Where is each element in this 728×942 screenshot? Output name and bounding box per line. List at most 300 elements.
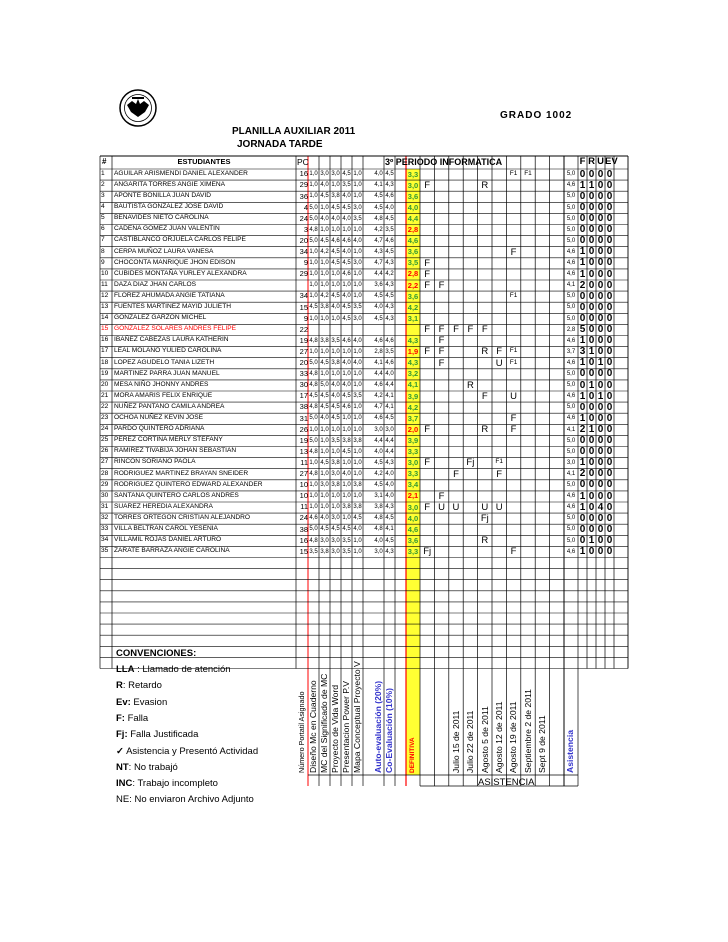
- attendance-count: 0: [579, 401, 586, 413]
- attendance-count: 0: [588, 335, 595, 347]
- attendance-score: 5,0: [566, 448, 576, 455]
- attendance-score: 5,0: [566, 193, 576, 200]
- attendance-score: 5,0: [566, 293, 576, 300]
- attendance-count: 0: [588, 546, 595, 557]
- attendance-mark: R: [481, 535, 489, 547]
- row-number: 10: [101, 269, 109, 277]
- attendance-score: 4,6: [566, 504, 576, 511]
- student-name: LOPEZ AGUDELO TANIA LIZETH: [114, 358, 215, 366]
- definitive-grade: 2,8: [407, 269, 419, 279]
- col-students-header: ESTUDIANTES: [177, 157, 231, 166]
- grade-value: 1,0: [331, 282, 340, 289]
- attendance-count: 0: [597, 368, 604, 380]
- grade-value: 4,5: [309, 393, 318, 400]
- attendance-mark: F: [510, 246, 517, 258]
- attendance-count: 0: [579, 446, 586, 458]
- grade-value: 3,0: [320, 171, 329, 178]
- attendance-count: 2: [579, 468, 586, 480]
- convention-item: [116, 794, 254, 805]
- grade-value: 4,0: [342, 470, 351, 477]
- pc-number: 10: [299, 491, 308, 501]
- attendance-mark: F: [424, 457, 431, 469]
- attendance-count: 0: [579, 479, 586, 491]
- date-vertical-header: Septiembre 2 de 2011: [522, 689, 533, 773]
- student-name: CHOCONTA MANRIQUE JHON EDISON: [114, 258, 236, 266]
- grade-value: 4,0: [320, 515, 329, 522]
- row-number: 1: [101, 169, 105, 177]
- grade-value: 1,0: [320, 271, 329, 278]
- attendance-count: 0: [597, 457, 604, 469]
- student-name: LEAL MOLANO YULIED CAROLINA: [114, 347, 222, 355]
- pc-number: 16: [299, 169, 308, 179]
- definitive-grade: 3,5: [407, 258, 419, 268]
- attendance-score: 5,0: [566, 371, 576, 377]
- attendance-count: 0: [597, 201, 604, 213]
- grade-value: 4,5: [342, 393, 351, 400]
- attendance-count: 0: [606, 446, 613, 458]
- definitive-grade: 3,6: [407, 191, 419, 201]
- definitive-grade: 3,6: [407, 535, 419, 545]
- attendance-score: 5,0: [566, 204, 576, 211]
- grade-value: 1,0: [320, 371, 329, 377]
- attendance-count: 1: [588, 379, 595, 391]
- attendance-count: 0: [579, 190, 586, 202]
- attendance-mark: F: [467, 324, 474, 336]
- attendance-count: 0: [588, 279, 595, 291]
- attendance-score: 4,6: [566, 260, 576, 266]
- attendance-count: 0: [588, 357, 595, 369]
- grade-value: 1,0: [353, 282, 362, 289]
- auto-eval: 4,5: [374, 293, 383, 300]
- attendance-count: 0: [606, 346, 613, 358]
- convention-code: R: [116, 680, 123, 692]
- co-eval: 4,0: [385, 371, 394, 377]
- definitive-grade: 3,0: [407, 180, 419, 190]
- grade-value: 1,0: [331, 226, 340, 233]
- student-name: FLOREZ AHUMADA ANGIE TATIANA: [114, 291, 225, 299]
- attendance-score: 4,1: [566, 282, 576, 289]
- attendance-mark: F1: [509, 291, 518, 299]
- attendance-mark: F: [510, 546, 517, 558]
- attendance-count: 0: [597, 346, 604, 358]
- pc-number: 3: [303, 224, 308, 234]
- grade-value: 4,0: [320, 415, 329, 422]
- row-number: 16: [101, 336, 109, 344]
- attendance-count: 0: [588, 224, 595, 236]
- co-eval: 4,3: [385, 459, 394, 466]
- attendance-score: 4,6: [566, 415, 576, 422]
- attendance-score: 4,1: [566, 426, 576, 433]
- row-number: 6: [101, 225, 105, 233]
- attendance-count: 0: [588, 490, 595, 502]
- grade-value: 4,0: [353, 359, 362, 366]
- attendance-count: 4: [597, 501, 604, 513]
- attendance-count: 0: [588, 501, 595, 513]
- row-number: 35: [101, 547, 109, 555]
- date-vertical-header: Julio 15 de 2011: [450, 710, 461, 773]
- attendance-score: 2,8: [566, 326, 576, 333]
- attendance-count: 5: [579, 324, 586, 335]
- row-number: 18: [101, 358, 109, 366]
- co-eval: 4,3: [385, 282, 394, 289]
- attendance-score: 4,6: [566, 271, 576, 278]
- grade-value: 4,0: [353, 237, 362, 244]
- co-eval: 4,4: [385, 437, 394, 444]
- attendance-count: 0: [588, 213, 595, 224]
- pc-number: 36: [299, 191, 308, 201]
- convention-text: Evasion: [130, 696, 168, 708]
- grade-vertical-header: Diseño Mc en Cuaderno: [308, 680, 318, 773]
- grade-vertical-header: Mapa Conceptual Proyecto V: [352, 661, 362, 773]
- attendance-count: 0: [588, 324, 595, 335]
- auto-eval-vertical-header: Auto-evaluación (20%): [373, 680, 383, 773]
- co-eval: 4,6: [385, 193, 394, 200]
- attendance-count: 0: [588, 390, 595, 402]
- grade-value: 1,0: [309, 282, 318, 289]
- attendance-mark: F: [438, 490, 445, 502]
- definitive-grade: 3,3: [407, 546, 419, 556]
- attendance-mark: F: [453, 324, 459, 336]
- grade-value: 3,5: [331, 437, 340, 444]
- attendance-mark: F: [510, 424, 517, 436]
- grade-value: 1,0: [309, 248, 318, 255]
- definitive-grade: 3,7: [407, 413, 419, 423]
- attendance-mark: F1: [524, 169, 532, 177]
- attendance-count: 0: [579, 168, 586, 180]
- attendance-count: 1: [579, 179, 586, 191]
- convention-code: F:: [116, 712, 125, 724]
- attendance-score: 5,0: [566, 215, 576, 222]
- pc-number: 31: [299, 413, 308, 423]
- attendance-count: 0: [579, 312, 586, 324]
- date-vertical-header: Agosto 12 de 2011: [494, 701, 504, 773]
- row-number: 27: [101, 458, 109, 466]
- student-name: SANTANA QUINTERO CARLOS ANDRES: [114, 491, 239, 499]
- grade-value: 5,0: [309, 237, 318, 244]
- grade-value: 4,6: [342, 404, 351, 411]
- pc-number: 15: [299, 546, 308, 556]
- attendance-count: 0: [606, 423, 613, 435]
- grade-value: 1,0: [309, 504, 318, 511]
- attendance-count: 1: [588, 346, 595, 358]
- auto-eval: 4,5: [374, 482, 383, 488]
- grade-value: 1,0: [309, 293, 318, 300]
- grade-value: 4,5: [342, 171, 351, 178]
- co-eval-vertical-header: Co-Evaluación (10%): [384, 687, 394, 773]
- attendance-count: 0: [597, 257, 604, 269]
- student-name: VILLAMIL ROJAS DANIEL ARTURO: [114, 536, 222, 544]
- attendance-count: 0: [597, 246, 604, 258]
- row-number: 29: [101, 480, 109, 488]
- grade-value: 1,0: [353, 470, 362, 477]
- grade-value: 1,0: [331, 504, 340, 511]
- grade-value: 1,0: [320, 204, 329, 211]
- grade-value: 1,0: [353, 226, 362, 233]
- grade-value: 3,5: [309, 548, 318, 555]
- co-eval: 4,0: [385, 482, 394, 488]
- student-name: RODRIGUEZ QUINTERO EDWARD ALEXANDER: [114, 480, 263, 488]
- grade-value: 1,0: [342, 226, 351, 233]
- definitive-grade: 1,9: [407, 347, 419, 357]
- row-number: 32: [101, 513, 109, 521]
- convention-item: [116, 729, 198, 740]
- grade-value: 5,0: [309, 359, 318, 366]
- pc-number: 11: [300, 502, 308, 512]
- grade-value: 1,0: [309, 182, 318, 189]
- pc-number: 9: [303, 313, 308, 323]
- grade-value: 4,0: [331, 304, 340, 311]
- grade-value: 4,0: [342, 293, 351, 300]
- attendance-score: 4,6: [566, 182, 576, 189]
- definitive-grade: 3,3: [407, 169, 419, 179]
- co-eval: 4,1: [385, 404, 394, 411]
- attendance-count: 0: [588, 190, 595, 202]
- attendance-count: 0: [579, 201, 586, 213]
- definitive-grade: 2,0: [407, 424, 419, 434]
- grade-value: 4,8: [309, 537, 318, 544]
- attendance-mark: F1: [495, 458, 503, 466]
- grade-title: GRADO 1002: [500, 110, 573, 121]
- grade-value: 3,8: [320, 548, 329, 555]
- attendance-count: 1: [579, 490, 586, 502]
- jornada-title: JORNADA TARDE: [237, 139, 323, 150]
- attendance-count: 0: [588, 435, 595, 446]
- grade-value: 4,6: [342, 337, 351, 344]
- attendance-mark: U: [495, 357, 503, 369]
- grade-value: 4,0: [331, 393, 340, 400]
- auto-eval: 4,8: [374, 215, 383, 222]
- definitive-grade: 4,0: [407, 513, 419, 523]
- grade-value: 3,8: [331, 459, 340, 466]
- pc-number: 19: [299, 335, 308, 345]
- attendance-count: 0: [597, 235, 604, 247]
- student-name: APONTE BONILLA JUAN DAVID: [114, 192, 211, 199]
- row-number: 8: [101, 247, 105, 255]
- grade-value: 4,5: [331, 526, 340, 533]
- grade-value: 3,5: [342, 537, 351, 544]
- attendance-count: 0: [606, 324, 613, 335]
- student-name: MARTINEZ PARRA JUAN MANUEL: [114, 369, 220, 377]
- convention-item: [116, 664, 231, 675]
- attendance-count: 0: [597, 423, 604, 435]
- definitive-grade: 4,0: [407, 202, 419, 212]
- attendance-score: 5,0: [566, 237, 576, 244]
- grade-value: 4,2: [320, 248, 329, 255]
- attendance-score: 4,1: [566, 470, 576, 477]
- student-name: PEREZ CORTINA MERLY STEFANY: [114, 436, 223, 444]
- attendance-count: 1: [588, 179, 595, 191]
- attendance-count: 0: [597, 379, 604, 391]
- student-name: ZARATE BARRAZA ANGIE CAROLINA: [114, 547, 230, 555]
- grade-value: 4,0: [353, 337, 362, 344]
- attendance-mark: F: [510, 413, 517, 424]
- attendance-mark: U: [481, 501, 489, 513]
- convention-code: INC: [116, 778, 133, 790]
- grade-value: 3,0: [353, 204, 362, 211]
- grade-value: 4,5: [331, 404, 340, 411]
- grade-value: 3,8: [353, 437, 362, 444]
- attendance-count: 0: [579, 368, 586, 380]
- student-name: MESA NIÑO JHONNY ANDRES: [114, 380, 209, 388]
- attendance-count: 0: [579, 301, 586, 313]
- grade-value: 1,0: [320, 315, 329, 322]
- auto-eval: 4,4: [374, 271, 383, 278]
- convention-text: NE: No enviaron Archivo Adjunto: [116, 794, 254, 806]
- grade-value: 1,0: [320, 282, 329, 289]
- grade-value: 4,5: [320, 359, 329, 366]
- pc-number: 11: [300, 457, 308, 467]
- grade-value: 3,5: [353, 215, 362, 222]
- grade-value: 4,6: [342, 237, 351, 244]
- row-number: 4: [101, 203, 105, 211]
- pc-number: 15: [299, 302, 308, 312]
- row-number: 21: [101, 391, 109, 399]
- attendance-score: 5,0: [566, 315, 576, 322]
- grade-value: 4,5: [342, 260, 351, 266]
- auto-eval: 4,5: [374, 193, 383, 200]
- attendance-score: 4,6: [566, 548, 576, 555]
- attendance-count: 0: [588, 246, 595, 258]
- attendance-count: 0: [606, 301, 613, 313]
- grade-value: 1,0: [342, 459, 351, 466]
- attendance-count: 0: [597, 290, 604, 302]
- row-number: 23: [101, 414, 109, 421]
- attendance-count: 0: [588, 512, 595, 524]
- grade-value: 4,5: [342, 315, 351, 322]
- attendance-count: 0: [597, 224, 604, 236]
- attendance-count: 0: [597, 446, 604, 458]
- co-eval: 4,4: [385, 382, 394, 389]
- definitive-grade: 3,0: [407, 502, 419, 512]
- attendance-count: 0: [606, 268, 613, 280]
- attendance-count: 0: [606, 257, 613, 269]
- attendance-score: 4,6: [566, 337, 576, 344]
- co-eval: 4,0: [385, 204, 394, 211]
- row-number: 9: [101, 258, 105, 266]
- attendance-mark: U: [452, 501, 460, 513]
- student-name: AGUILAR ARISMENDI DANIEL ALEXANDER: [114, 169, 248, 177]
- grade-value: 1,0: [320, 348, 329, 355]
- attendance-count: 0: [606, 368, 613, 380]
- convention-item: [116, 697, 167, 708]
- co-eval: 4,4: [385, 448, 394, 455]
- attendance-count: 1: [579, 501, 586, 513]
- student-name: OCHOA NUÑEZ KEVIN JOSE: [114, 414, 204, 421]
- grade-value: 1,0: [353, 371, 362, 377]
- grade-value: 4,8: [309, 382, 318, 389]
- attendance-count: 0: [597, 279, 604, 291]
- definitive-grade: 3,6: [407, 247, 419, 257]
- grade-value: 4,8: [309, 470, 318, 477]
- grade-value: 1,0: [353, 459, 362, 466]
- student-name: RODRIGUEZ MARTINEZ BRAYAN SNEIDER: [114, 469, 249, 477]
- grade-value: 3,0: [331, 537, 340, 544]
- attendance-count: 0: [579, 213, 586, 224]
- grade-value: 4,5: [353, 515, 362, 522]
- grade-value: 4,8: [309, 404, 318, 411]
- auto-eval: 4,8: [374, 515, 383, 522]
- attendance-count: 0: [606, 312, 613, 324]
- attendance-count: 3: [579, 346, 586, 358]
- grade-value: 1,0: [331, 182, 340, 189]
- grade-value: 4,5: [320, 404, 329, 411]
- grade-value: 3,5: [342, 182, 351, 189]
- row-number: 12: [101, 291, 109, 299]
- auto-eval: 4,5: [374, 315, 383, 322]
- attendance-count: 1: [579, 390, 586, 402]
- definitive-grade: 4,1: [407, 380, 419, 390]
- grade-value: 5,0: [309, 437, 318, 444]
- attendance-count: 0: [606, 290, 613, 302]
- definitive-grade: 4,3: [407, 336, 419, 345]
- auto-eval: 4,1: [374, 182, 383, 189]
- convention-item: [116, 746, 258, 757]
- attendance-mark: F: [424, 179, 431, 191]
- grade-value: 5,0: [309, 415, 318, 422]
- pc-number: 9: [303, 258, 308, 268]
- attendance-count: 1: [579, 457, 586, 469]
- row-number: 11: [101, 280, 108, 288]
- grade-value: 1,0: [353, 193, 362, 200]
- convention-item: [116, 762, 178, 773]
- auto-eval: 4,5: [374, 459, 383, 466]
- pc-number: 24: [299, 213, 308, 223]
- definitive-grade: 3,3: [407, 447, 419, 456]
- grade-value: 3,5: [331, 337, 340, 344]
- grade-value: 1,0: [342, 493, 351, 500]
- grade-value: 4,5: [320, 193, 329, 200]
- pc-number: 34: [299, 291, 308, 301]
- grade-value: 1,0: [331, 426, 340, 433]
- attendance-count: 0: [579, 523, 586, 535]
- definitive-grade: 3,2: [407, 369, 419, 379]
- grade-value: 3,0: [320, 482, 329, 488]
- convention-item: [116, 778, 218, 789]
- grade-value: 3,5: [342, 548, 351, 555]
- convention-text: Falla: [124, 712, 149, 724]
- pc-number: 29: [299, 269, 308, 279]
- grade-value: 1,0: [320, 493, 329, 500]
- attendance-count: 0: [597, 179, 604, 191]
- grade-value: 4,2: [320, 293, 329, 300]
- convention-code: NT: [116, 761, 129, 773]
- attendance-count: 0: [597, 435, 604, 446]
- attendance-mark: F: [496, 468, 503, 480]
- pc-number: 22: [299, 324, 308, 334]
- auto-eval: 4,0: [374, 448, 383, 455]
- attendance-count: 0: [579, 290, 586, 302]
- attendance-count: 1: [579, 335, 586, 347]
- attendance-count: 0: [588, 290, 595, 302]
- auto-eval: 4,4: [374, 371, 383, 377]
- row-number: 30: [101, 491, 109, 499]
- attendance-count: 0: [606, 490, 613, 502]
- attendance-score: 4,6: [566, 493, 576, 500]
- grade-value: 3,0: [331, 171, 340, 178]
- attendance-mark: F: [481, 324, 488, 336]
- auto-eval: 2,8: [374, 348, 383, 355]
- attendance-count: 0: [597, 190, 604, 202]
- attendance-mark: R: [481, 424, 489, 436]
- attendance-count: 0: [588, 457, 595, 469]
- attendance-count: 0: [597, 168, 604, 180]
- attendance-score: 5,0: [566, 382, 576, 389]
- student-name: RINCON SORIANO PAOLA: [114, 458, 196, 466]
- attendance-count: 0: [588, 446, 595, 458]
- pc-vertical-header: Número Portatil Asignado: [296, 691, 306, 773]
- pc-number: 30: [299, 380, 308, 390]
- grade-vertical-header: Proyecto de Vida Word: [330, 684, 340, 773]
